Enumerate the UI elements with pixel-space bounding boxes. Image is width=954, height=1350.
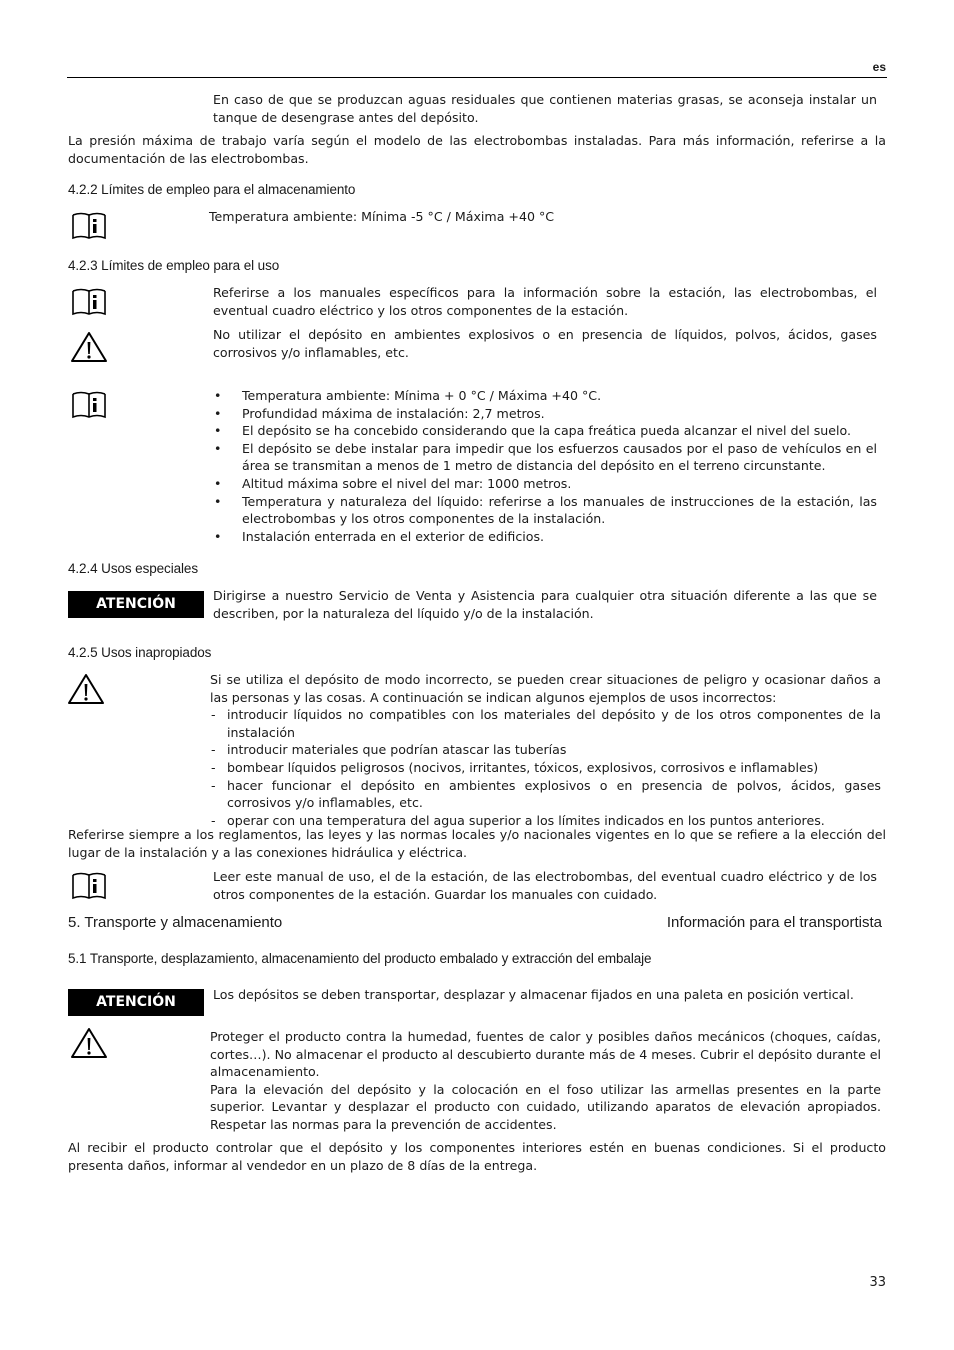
list-item: - introducir líquidos no compatibles con los materiales del depósito y de los otros componentes de la instalación [210,706,881,741]
lifting-paragraph: Para la elevación del depósito y la colocación en el foso utilizar las armellas presentes en la parte superior. Levantar y desplazar el producto con cuidado, utilizando aparatos de elevación apropiados. Respetar las normas para la prevención de accidentes. [210,1081,881,1132]
manual-book-icon [70,871,108,901]
manual-book-icon [70,390,108,420]
regulations-paragraph: Referirse siempre a los reglamentos, las leyes y las normas locales y/o nacionales vigentes en lo que se refiere a la elección del lugar de la instalación y a las conexiones hidráulica y eléctrica. [68,827,886,860]
storage-temperature: Temperatura ambiente: Mínima -5 °C / Máxima +40 °C [209,209,555,224]
grease-note: En caso de que se produzcan aguas residuales que contienen materias grasas, se aconseja instalar un tanque de desengrase antes del depósito. [213,92,877,125]
warning-triangle-icon [70,331,108,363]
special-uses-text: Dirigirse a nuestro Servicio de Venta y Asistencia para cualquier otra situación diferente a las que se describen, por la naturaleza del líquido y/o de la instalación. [213,588,877,621]
list-item: • El depósito se debe instalar para impedir que los esfuerzos causados por el paso de vehículos en el área se transmitan a menos de 1 metro de distancia del depósito en el terreno circunstante. [213,440,877,475]
receipt-paragraph: Al recibir el producto controlar que el depósito y los componentes interiores estén en buenas condiciones. Si el producto presenta daños, informar al vendedor en un plazo de 8 días de la entrega. [68,1140,886,1173]
language-code: es [872,60,886,74]
usage-limits-list [213,387,877,545]
section-5-title: 5. Transporte y almacenamiento [68,914,283,931]
list-item: • Temperatura ambiente: Mínima + 0 °C / Máxima +40 °C. [213,387,877,405]
list-item: • Altitud máxima sobre el nivel del mar: 1000 metros. [213,475,877,493]
section-5-audience: Información para el transportista [666,914,882,931]
list-item: - introducir materiales que podrían atascar las tuberías [210,741,881,759]
attention-badge: ATENCIÓN [68,989,204,1016]
warning-triangle-icon [67,673,105,705]
protection-block [210,1028,881,1134]
page-number: 33 [869,1275,886,1290]
section-4-2-5-title: 4.2.5 Usos inapropiados [68,645,212,660]
explosive-warning: No utilizar el depósito en ambientes explosivos o en presencia de líquidos, polvos, ácidos, gases corrosivos y/o inflamables, etc. [213,327,877,360]
manual-book-icon [70,211,108,241]
improper-uses-intro: Si se utiliza el depósito de modo incorrecto, se pueden crear situaciones de peligro y ocasionar daños a las personas y las cosas. A continuación se indican algunos ejemplos de usos incorrectos: [210,672,881,705]
section-5-1-title: 5.1 Transporte, desplazamiento, almacenamiento del producto embalado y extracción del embalaje [68,951,652,966]
list-item: - operar con una temperatura del agua superior a los límites indicados en los puntos anteriores. [210,812,881,830]
transport-pallet-text: Los depósitos se deben transportar, desplazar y almacenar fijados en una paleta en posición vertical. [213,987,854,1002]
list-item: - bombear líquidos peligrosos (nocivos, irritantes, tóxicos, explosivos, corrosivos e inflamables) [210,759,881,777]
pressure-paragraph: La presión máxima de trabajo varía según el modelo de las electrobombas instaladas. Para más información, referirse a la documentación de las electrobombas. [68,133,886,166]
section-4-2-2-title: 4.2.2 Límites de empleo para el almacenamiento [68,182,356,197]
protect-paragraph: Proteger el producto contra la humedad, fuentes de calor y posibles daños mecánicos (choques, caídas, cortes…). No almacenar el producto al descubierto durante más de 4 meses. Cubrir el depósito durante el almacenamiento. [210,1029,881,1080]
manuals-reference: Referirse a los manuales específicos para la información sobre la estación, las electrobombas, el eventual cuadro eléctrico y los otros componentes de la estación. [213,285,877,318]
list-item: • Profundidad máxima de instalación: 2,7 metros. [213,405,877,423]
warning-triangle-icon [70,1027,108,1059]
header-rule [67,77,887,78]
list-item: • Instalación enterrada en el exterior de edificios. [213,528,877,546]
attention-badge: ATENCIÓN [68,591,204,618]
list-item: - hacer funcionar el depósito en ambientes explosivos o en presencia de polvos, ácidos, gases corrosivos y/o inflamables, etc. [210,777,881,812]
section-4-2-4-title: 4.2.4 Usos especiales [68,561,198,576]
improper-uses-block [210,671,881,829]
manual-book-icon [70,287,108,317]
read-manual-text: Leer este manual de uso, el de la estación, de las electrobombas, del eventual cuadro eléctrico y de los otros componentes de la estación. Guardar los manuales con cuidado. [213,869,877,902]
section-4-2-3-title: 4.2.3 Límites de empleo para el uso [68,258,280,273]
list-item: • Temperatura y naturaleza del líquido: referirse a los manuales de instrucciones de la estación, las electrobombas y los otros componentes de la instalación. [213,493,877,528]
list-item: • El depósito se ha concebido considerando que la capa freática pueda alcanzar el nivel del suelo. [213,422,877,440]
